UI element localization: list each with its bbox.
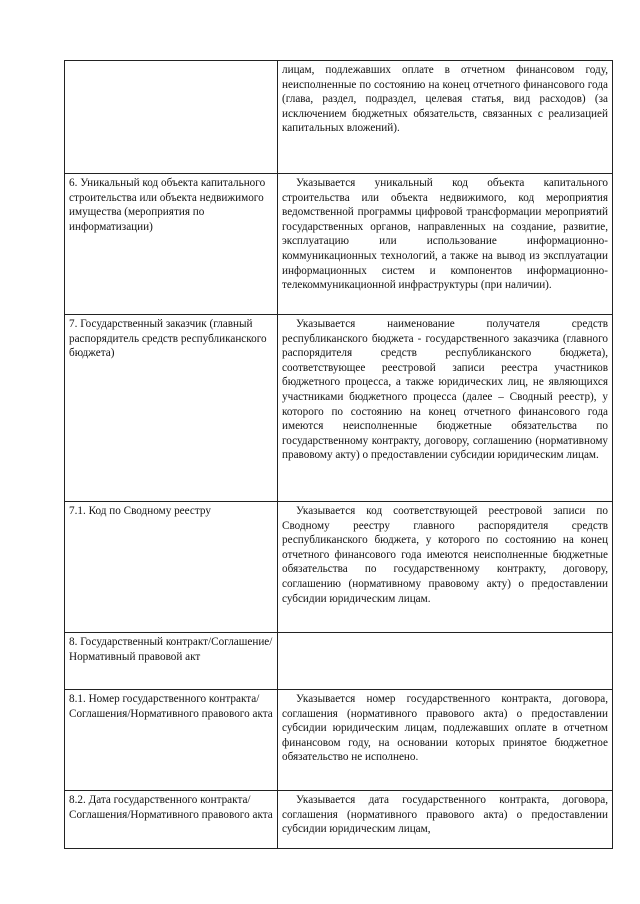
row-label: 7. Государственный заказчик (главный распорядитель средств республиканского бюджета) (69, 318, 267, 360)
row-description-cell (278, 61, 613, 174)
row-label: 8.1. Номер государственного контракта/Соглашения/Нормативного правового акта (69, 693, 273, 720)
row-description-cell (278, 791, 613, 849)
row-description-cell (278, 174, 613, 315)
table-row (65, 174, 613, 315)
row-label-cell (65, 791, 278, 849)
row-description-cell (278, 502, 613, 633)
row-label-cell (65, 315, 278, 502)
row-description-cell (278, 690, 613, 791)
row-description: Указывается код соответствующей реестровой записи по Сводному реестру главного распорядителя средств республиканского бюджета, у которого по состоянию на конец отчетного финансового года имеются неисполненные бюджетные обязательства по государственному контракту, договору, соглашению (нормативному правовому акту) о предоставлении субсидии юридическим лицам. (282, 505, 608, 605)
table-row (65, 690, 613, 791)
table-row (65, 61, 613, 174)
row-label: 8.2. Дата государственного контракта/Соглашения/Нормативного правового акта (69, 794, 273, 821)
row-label-cell (65, 61, 278, 174)
row-description: лицам, подлежавших оплате в отчетном финансовом году, неисполненные по состоянию на конец отчетного финансового года (глава, раздел, подраздел, целевая статья, вид расходов) (за исключением бюджетных обязательств, связанных с реализацией капитальных вложений). (282, 64, 608, 135)
row-label-cell (65, 633, 278, 690)
row-label-cell (65, 502, 278, 633)
row-description: Указывается дата государственного контракта, договора, соглашения (нормативного правового акта) о предоставлении субсидии юридическим лицам, (282, 794, 608, 836)
row-description-cell (278, 633, 613, 690)
instructions-table (64, 60, 613, 849)
row-label: 6. Уникальный код объекта капитального строительства или объекта недвижимого имущества (мероприятия по информатизации) (69, 177, 266, 233)
row-description: Указывается уникальный код объекта капитального строительства или объекта недвижимого, код мероприятия ведомственной программы цифровой трансформации мероприятий государственных органов, направленных на создание, развитие, эксплуатацию или использование информационно-коммуникационных технологий, а также на вывод из эксплуатации информационных систем и компонентов информационно-телекоммуникационной инфраструктуры (при наличии). (282, 177, 608, 292)
table-row (65, 791, 613, 849)
row-label: 7.1. Код по Сводному реестру (69, 505, 211, 517)
row-label-cell (65, 174, 278, 315)
table-row (65, 502, 613, 633)
table-row (65, 633, 613, 690)
table-row (65, 315, 613, 502)
row-label: 8. Государственный контракт/Соглашение/Нормативный правовой акт (69, 636, 273, 663)
row-description: Указывается наименование получателя средств республиканского бюджета - государственного заказчика (главного распорядителя средств республиканского бюджета), соответствующее реестровой записи реестра участников бюджетного процесса, а также юридических лиц, не являющихся участниками бюджетного процесса (далее – Сводный реестр), у которого по состоянию на конец отчетного финансового года имеются неисполненные бюджетные обязательства по государственному контракту, договору, соглашению (нормативному правовому акту) о предоставлении субсидии юридическим лицам. (282, 318, 608, 462)
row-label-cell (65, 690, 278, 791)
row-description-cell (278, 315, 613, 502)
row-description: Указывается номер государственного контракта, договора, соглашения (нормативного правового акта) о предоставлении субсидии юридическим лицам, подлежавших оплате в отчетном финансовом году, на основании которых принятое бюджетное обязательство не исполнено. (282, 693, 608, 764)
